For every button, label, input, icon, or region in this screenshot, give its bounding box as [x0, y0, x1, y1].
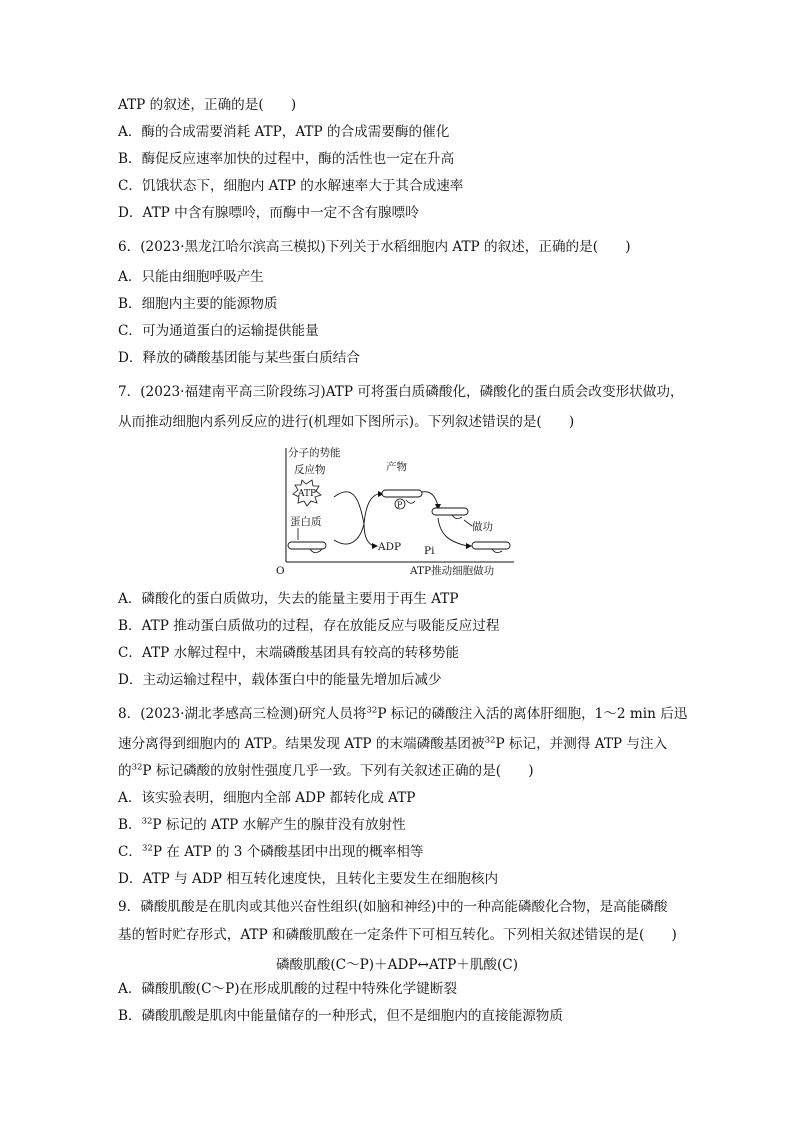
phosphate-label: P — [397, 500, 403, 510]
q8-stem-line3 — [118, 762, 534, 780]
protein-cylinder — [288, 542, 326, 549]
arrow-to-product — [364, 494, 378, 524]
q8-option-b — [118, 816, 406, 834]
q8-option-c-letter: C． — [118, 844, 142, 860]
reactant-label: 反应物 — [294, 464, 326, 476]
isotope-mass: 32 — [131, 762, 143, 773]
arrow-to-adp — [364, 524, 374, 546]
q6-option-c: C．可为通道蛋白的运输提供能量 — [118, 323, 319, 339]
q5-option-a: A．酶的合成需要消耗 ATP，ATP 的合成需要酶的催化 — [118, 124, 450, 140]
q5-stem-tail: ATP 的叙述，正确的是( ) — [118, 97, 297, 113]
q9-equation: 磷酸肌酸(C～P)＋ADP↔ATP＋肌酸(C) — [275, 957, 519, 973]
q8-stem-line2 — [118, 735, 667, 753]
q8-option-b-text: P 标记的 ATP 水解产生的腺苷没有放射性 — [152, 817, 406, 833]
q8-stem-line2-a: 速分离得到细胞内的 ATP。结果发现 ATP 的末端磷酸基团被 — [118, 736, 485, 752]
working-cylinder — [432, 508, 468, 515]
q9-stem-line2: 基的暂时贮存形式，ATP 和磷酸肌酸在一定条件下可相互转化。下列相关叙述错误的是( ) — [118, 927, 677, 943]
product-tail — [406, 500, 415, 503]
q6-option-b: B．细胞内主要的能源物质 — [118, 296, 278, 312]
q6-option-a: A．只能由细胞呼吸产生 — [118, 269, 264, 285]
protein-label: 蛋白质 — [290, 516, 322, 528]
isotope-mass: 32 — [484, 735, 496, 746]
q8-stem-line1-b: P 标记的磷酸注入活的离体肝细胞，1～2 min 后迅 — [377, 706, 688, 722]
q8-stem-line2-b: P 标记，并测得 ATP 与注入 — [495, 736, 668, 752]
work-label: 做功 — [472, 521, 493, 533]
arrow-to-center — [334, 492, 364, 524]
isotope-mass: 32 — [141, 816, 153, 827]
q7-option-b: B．ATP 推动蛋白质做功的过程，存在放能反应与吸能反应过程 — [118, 618, 500, 634]
product-cylinder — [382, 490, 422, 497]
adp-label: ADP — [378, 541, 402, 553]
q8-stem-line1-a: 8．(2023·湖北孝感高三检测)研究人员将 — [118, 706, 367, 722]
product-label: 产物 — [386, 461, 407, 473]
arrow-protein-up — [334, 524, 364, 544]
pi-label: Pi — [424, 545, 435, 557]
q8-option-c-text: P 在 ATP 的 3 个磷酸基团中出现的概率相等 — [152, 844, 424, 860]
work-pointer — [464, 520, 472, 526]
working-tail — [452, 515, 462, 519]
isotope-mass: 32 — [142, 843, 153, 854]
origin-label: O — [276, 565, 285, 577]
isotope-mass: 32 — [366, 705, 378, 716]
atp-work-diagram — [272, 442, 522, 580]
arrowhead-final — [466, 543, 472, 549]
q7-stem-line2: 从而推动细胞内系列反应的进行(机理如下图所示)。下列叙述错误的是( ) — [118, 414, 575, 430]
atp-label: ATP — [298, 489, 317, 499]
q7-stem-line1: 7．(2023·福建南平高三阶段练习)ATP 可将蛋白质磷酸化，磷酸化的蛋白质会改变形状做功， — [118, 384, 684, 400]
q7-option-a: A．磷酸化的蛋白质做功，失去的能量主要用于再生 ATP — [118, 591, 459, 607]
q8-option-b-letter: B． — [118, 817, 142, 833]
final-tail — [492, 549, 502, 553]
q9-stem-line1: 9．磷酸肌酸是在肌肉或其他兴奋性组织(如脑和神经)中的一种高能磷酸化合物，是高能磷酸 — [118, 899, 668, 915]
arrow-to-work — [422, 492, 438, 506]
arrow-to-final — [438, 518, 468, 546]
x-axis-label: ATP推动细胞做功 — [410, 565, 495, 577]
final-cylinder — [472, 542, 510, 549]
q8-stem-line3-b: P 标记磷酸的放射性强度几乎一致。下列有关叙述正确的是( ) — [142, 763, 534, 779]
q9-option-a: A．磷酸肌酸(C～P)在形成肌酸的过程中特殊化学键断裂 — [118, 981, 458, 997]
q8-option-d: D．ATP 与 ADP 相互转化速度快，且转化主要发生在细胞核内 — [118, 871, 499, 887]
q8-stem-line1 — [118, 705, 687, 723]
q8-option-a: A．该实验表明，细胞内全部 ADP 都转化成 ATP — [118, 790, 416, 806]
y-axis-label: 分子的势能 — [288, 447, 341, 459]
q9-option-b: B．磷酸肌酸是肌肉中能量储存的一种形式，但不是细胞内的直接能源物质 — [118, 1008, 563, 1024]
q8-option-c — [118, 843, 423, 861]
atp-work-diagram-svg — [272, 442, 522, 580]
q7-option-c: C．ATP 水解过程中，末端磷酸基团具有较高的转移势能 — [118, 645, 460, 661]
q6-stem: 6．(2023·黑龙江哈尔滨高三模拟)下列关于水稻细胞内 ATP 的叙述，正确的是( ) — [118, 239, 631, 255]
q8-stem-line3-a: 的 — [118, 763, 132, 779]
q5-option-d: D．ATP 中含有腺嘌呤，而酶中一定不含有腺嘌呤 — [118, 205, 419, 221]
q6-option-d: D．释放的磷酸基团能与某些蛋白质结合 — [118, 350, 360, 366]
q5-option-c: C．饥饿状态下，细胞内 ATP 的水解速率大于其合成速率 — [118, 178, 464, 194]
q5-option-b: B．酶促反应速率加快的过程中，酶的活性也一定在升高 — [118, 151, 455, 167]
q7-option-d: D．主动运输过程中，载体蛋白中的能量先增加后减少 — [118, 672, 442, 688]
